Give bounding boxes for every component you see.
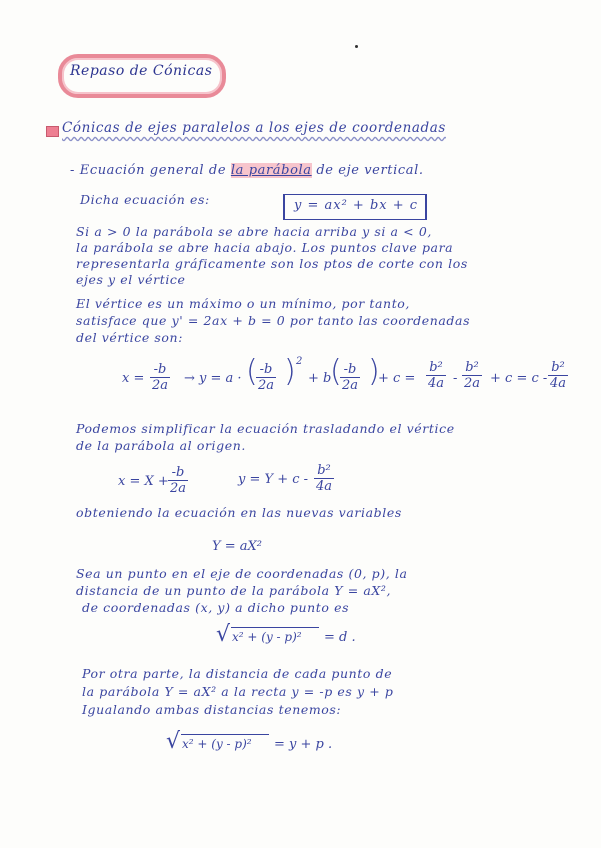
- vertex-plus-b: + b: [308, 371, 332, 386]
- translation-x-fraction: [168, 465, 188, 496]
- intro-text: Dicha ecuación es:: [80, 192, 210, 207]
- translation-x-expr: x = X +: [118, 474, 169, 489]
- vertex-x-fraction: [150, 362, 170, 393]
- vertex-term1-fraction: [426, 360, 446, 391]
- page-title: Repaso de Cónicas: [70, 63, 213, 79]
- paragraph6-line1: Por otra parte, la distancia de cada punto de: [82, 666, 393, 681]
- paragraph5-line2: distancia de un punto de la parábola Y = aX²,: [76, 583, 392, 598]
- subheading-suffix: de eje vertical.: [311, 163, 424, 178]
- vertex-square-num: -b: [256, 362, 276, 378]
- subheading-prefix: - Ecuación general de: [70, 163, 231, 178]
- translation-y-fraction: [314, 463, 334, 494]
- vertex-x-den: 2a: [152, 378, 169, 393]
- section-heading: Cónicas de ejes paralelos a los ejes de coordenadas: [62, 120, 446, 136]
- sqrt-bar-2: [181, 734, 269, 735]
- translation-y-den: 4a: [316, 479, 333, 494]
- vertex-minus: -: [453, 371, 458, 386]
- distance-radicand: x² + (y - p)²: [232, 630, 302, 644]
- vertex-term3-fraction: [548, 360, 568, 391]
- general-equation: y = ax² + bx + c: [294, 198, 419, 213]
- paragraph1-line4: ejes y el vértice: [76, 272, 186, 287]
- final-radicand: x² + (y - p)²: [182, 737, 252, 751]
- vertex-term1-num: b²: [426, 360, 446, 376]
- vertex-x-num: -b: [150, 362, 170, 378]
- vertex-term2-fraction: [462, 360, 482, 391]
- open-paren-2: (: [330, 354, 342, 389]
- section-bullet-icon: [46, 126, 59, 137]
- vertex-term1-den: 4a: [428, 376, 445, 391]
- vertex-plus-c-2: + c = c -: [490, 371, 548, 386]
- vertex-term2-num: b²: [462, 360, 482, 376]
- paragraph3-line1: Podemos simplificar la ecuación trasladando el vértice: [76, 421, 455, 436]
- vertex-linear-fraction: [340, 362, 360, 393]
- translation-y-expr: y = Y + c -: [238, 472, 309, 487]
- paragraph6-line2: la parábola Y = aX² a la recta y = -p es y + p: [82, 684, 394, 699]
- paragraph2-line2: satisface que y' = 2ax + b = 0 por tanto las coordenadas: [76, 313, 471, 328]
- paragraph1-line2: la parábola se abre hacia abajo. Los puntos clave para: [76, 240, 454, 255]
- paragraph1-line3: representarla gráficamente son los ptos de corte con los: [76, 256, 468, 271]
- vertex-square-den: 2a: [258, 378, 275, 393]
- translation-x-num: -b: [168, 465, 188, 481]
- close-paren-2: ): [368, 354, 380, 389]
- subheading-highlight: la parábola: [230, 163, 312, 178]
- paragraph3-line2: de la parábola al origen.: [76, 438, 246, 453]
- vertex-linear-den: 2a: [342, 378, 359, 393]
- translation-x-den: 2a: [170, 481, 187, 496]
- vertex-term2-den: 2a: [464, 376, 481, 391]
- sqrt-icon: √: [216, 622, 231, 647]
- translation-y-num: b²: [314, 463, 334, 479]
- distance-rhs: = d .: [324, 630, 356, 645]
- sqrt-icon-2: √: [166, 729, 181, 754]
- vertex-term3-num: b²: [548, 360, 568, 376]
- close-paren: ): [284, 354, 296, 389]
- vertex-arrow: → y = a ·: [184, 371, 242, 386]
- paragraph5-line3: de coordenadas (x, y) a dicho punto es: [82, 600, 350, 615]
- paragraph2-line3: del vértice son:: [76, 330, 183, 345]
- open-paren: (: [246, 354, 258, 389]
- vertex-term3-den: 4a: [550, 376, 567, 391]
- paragraph5-line1: Sea un punto en el eje de coordenadas (0, p), la: [76, 566, 408, 581]
- paragraph2-line1: El vértice es un máximo o un mínimo, por tanto,: [76, 296, 411, 311]
- subheading: [70, 163, 424, 178]
- paragraph6-line3: Igualando ambas distancias tenemos:: [82, 702, 342, 717]
- ink-dot: [355, 45, 358, 48]
- reduced-equation: Y = aX²: [212, 539, 262, 554]
- vertex-square-fraction: [256, 362, 276, 393]
- sqrt-bar: [231, 627, 319, 628]
- vertex-square-exponent: 2: [296, 356, 303, 367]
- paragraph1-line1: Si a > 0 la parábola se abre hacia arriba y si a < 0,: [76, 224, 432, 239]
- vertex-x-lhs: x =: [122, 371, 145, 386]
- vertex-linear-num: -b: [340, 362, 360, 378]
- vertex-plus-c: + c =: [378, 371, 416, 386]
- final-rhs: = y + p .: [274, 737, 333, 752]
- paragraph4: obteniendo la ecuación en las nuevas variables: [76, 505, 402, 520]
